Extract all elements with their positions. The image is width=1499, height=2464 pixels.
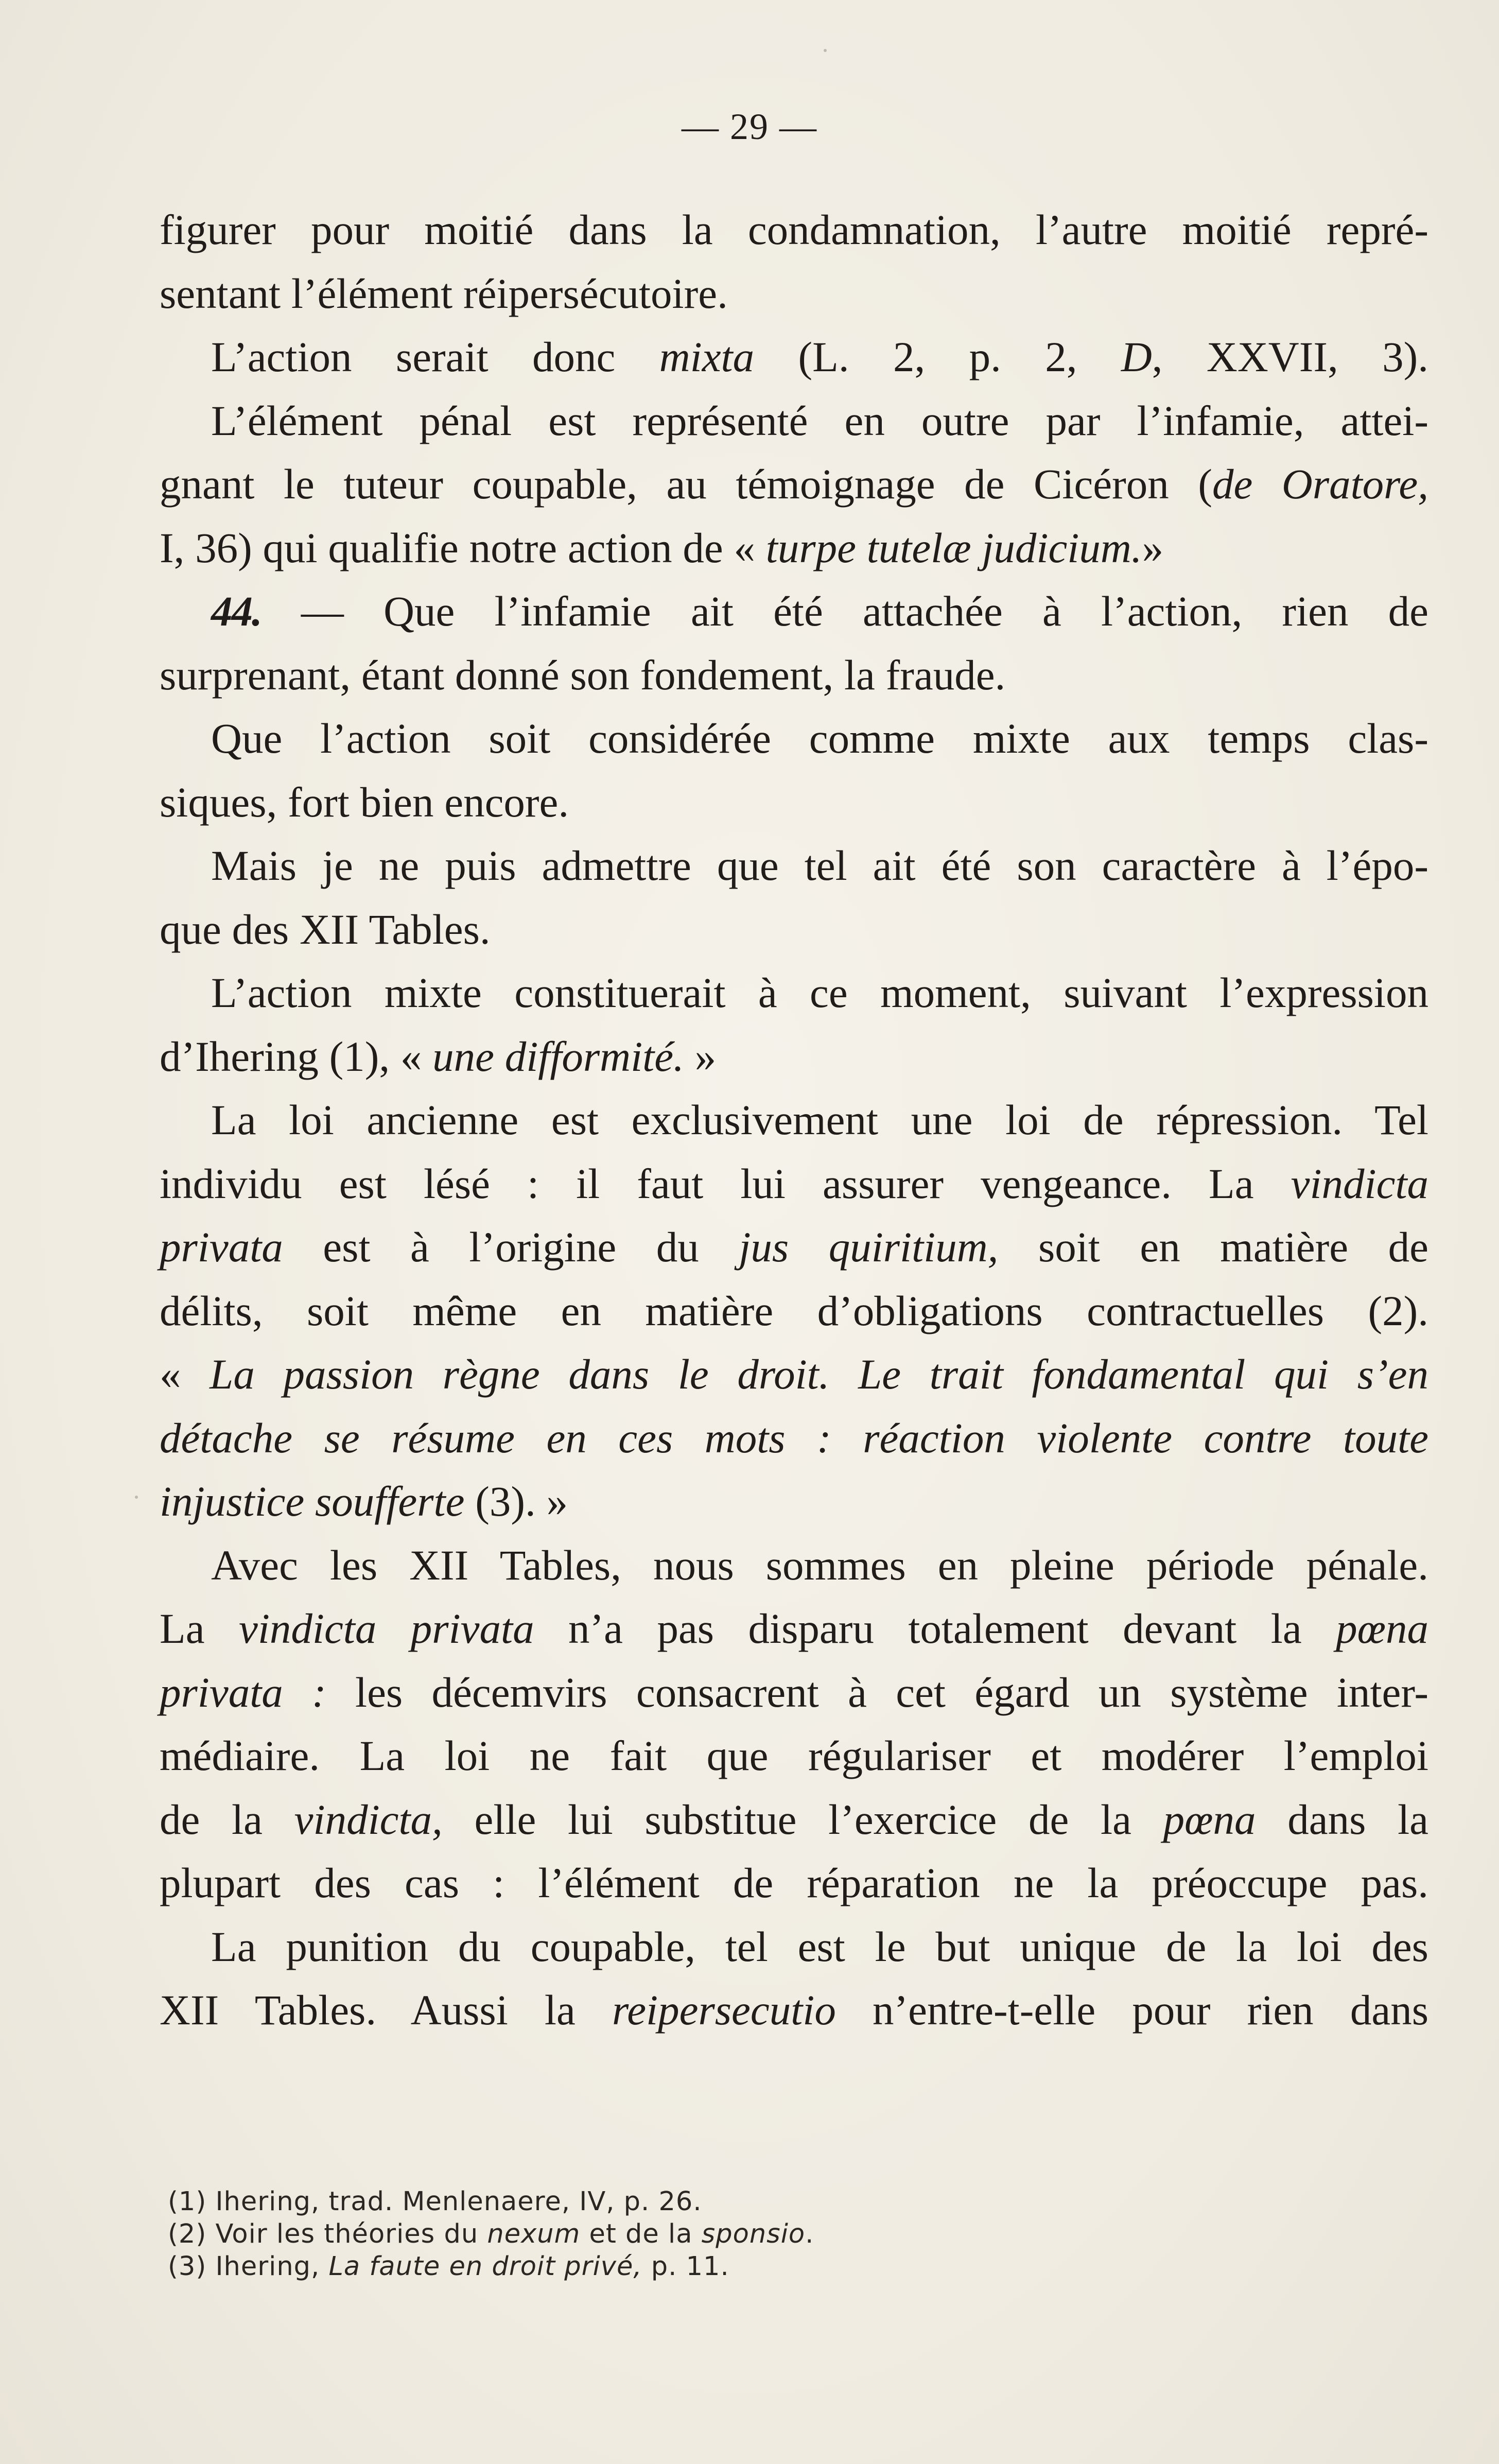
text-line [160, 1661, 1428, 1725]
text-line [160, 1979, 1428, 2042]
text-run: p. 11. [642, 2251, 729, 2282]
footnote [168, 2218, 1352, 2250]
text-line [160, 1851, 1428, 1915]
text-run: de la [160, 1795, 294, 1843]
text-run: , XXVII, 3). [1152, 333, 1428, 380]
text-line [160, 1407, 1428, 1470]
text-line [160, 1279, 1428, 1343]
text-run: La punition du coupable, tel est le but unique de la loi des [211, 1922, 1428, 1970]
text-line [160, 1343, 1428, 1407]
footnotes [168, 2185, 1352, 2283]
text-line [160, 198, 1428, 262]
text-run: Mais je ne puis admettre que tel ait été son caractère à l’épo- [211, 842, 1428, 889]
text-line [160, 1025, 1428, 1089]
text-line [160, 1088, 1428, 1152]
text-run: . [805, 2219, 814, 2249]
text-line [160, 262, 1428, 326]
italic-text: nexum [487, 2219, 581, 2249]
footnote [168, 2185, 1352, 2218]
text-run: (3). » [464, 1478, 568, 1525]
text-run: et de la [580, 2219, 702, 2249]
text-line [160, 707, 1428, 771]
text-line [160, 834, 1428, 898]
text-run: plupart des cas : l’élément de réparation ne la préoccupe pas. [160, 1859, 1428, 1906]
text-run: (2) Voir les théories du [168, 2219, 487, 2249]
italic-text: turpe tutelæ judicium. [765, 524, 1142, 571]
italic-text: de Oratore, [1212, 460, 1428, 508]
text-line [160, 961, 1428, 1025]
italic-text: D [1121, 333, 1152, 380]
italic-text: vindicta, [294, 1795, 443, 1843]
italic-text: reipersecutio [612, 1986, 836, 2034]
text-run: La loi ancienne est exclusivement une loi de répression. Tel [211, 1096, 1428, 1143]
italic-text: vindicta privata [239, 1605, 534, 1652]
italic-text: détache se résume en ces mots : réaction violente contre toute [160, 1414, 1428, 1462]
page-number: — 29 — [682, 106, 817, 147]
text-run: soit en matière de [998, 1223, 1429, 1271]
italic-text: La passion règne dans le droit. Le trait fondamental qui s’en [210, 1350, 1429, 1398]
text-line [160, 1788, 1428, 1852]
text-line [160, 389, 1428, 453]
text-run: L’élément pénal est représenté en outre par l’infamie, attei- [211, 396, 1428, 444]
text-run: L’action mixte constituerait à ce moment, suivant l’expression [211, 969, 1428, 1016]
text-line [160, 453, 1428, 516]
text-line [160, 644, 1428, 707]
text-run: La [160, 1605, 239, 1652]
text-run: n’a pas disparu totalement devant la [534, 1605, 1336, 1652]
italic-text: injustice soufferte [160, 1478, 465, 1525]
italic-text: une difformité. [432, 1032, 684, 1080]
text-run: n’entre-t-elle pour rien dans [835, 1986, 1428, 2034]
italic-text: La faute en droit privé, [328, 2251, 642, 2282]
text-run: (1) Ihering, trad. Menlenaere, IV, p. 26. [168, 2187, 702, 2217]
text-run: I, 36) qui qualifie notre action de « [160, 524, 766, 571]
text-line [160, 1216, 1428, 1279]
italic-text: jus quiritium, [739, 1223, 999, 1271]
body-text [160, 198, 1428, 2042]
text-run: délits, soit même en matière d’obligations contractuelles (2). [160, 1287, 1428, 1334]
italic-text: privata : [160, 1668, 326, 1716]
paper-speck [824, 49, 827, 52]
text-run: elle lui substitue l’exercice de la [442, 1795, 1163, 1843]
text-run: gnant le tuteur coupable, au témoignage de Cicéron ( [160, 460, 1212, 508]
italic-text: pœna [1163, 1795, 1256, 1843]
text-run: sentant l’élément réipersécutoire. [160, 269, 728, 317]
text-run: » [1142, 524, 1164, 571]
text-run: médiaire. La loi ne fait que régulariser et modérer l’emploi [160, 1732, 1428, 1779]
text-run: (L. 2, p. 2, [754, 333, 1121, 380]
text-line [160, 1724, 1428, 1788]
text-run: Que l’action soit considérée comme mixte aux temps clas- [211, 715, 1428, 762]
italic-text: mixta [659, 333, 755, 380]
italic-text: pœna [1336, 1605, 1429, 1652]
text-run: figurer pour moitié dans la condamnation, l’autre moitié repré- [160, 206, 1428, 253]
text-line [160, 771, 1428, 835]
paragraph-number: 44. [211, 587, 262, 635]
text-line [160, 325, 1428, 389]
text-run: (3) Ihering, [168, 2251, 329, 2282]
text-line [160, 1534, 1428, 1598]
text-line [160, 1915, 1428, 1979]
text-run: Avec les XII Tables, nous sommes en pleine période pénale. [211, 1541, 1428, 1589]
text-run: est à l’origine du [283, 1223, 739, 1271]
text-run: siques, fort bien encore. [160, 778, 569, 826]
text-line [160, 898, 1428, 962]
text-line [160, 516, 1428, 580]
text-run: » [684, 1032, 717, 1080]
text-run: — Que l’infamie ait été attachée à l’action, rien de [261, 587, 1428, 635]
text-run: les décemvirs consacrent à cet égard un système inter- [326, 1668, 1428, 1716]
text-run: L’action serait donc [211, 333, 659, 380]
italic-text: privata [160, 1223, 283, 1271]
italic-text: sponsio [701, 2219, 806, 2249]
text-line [160, 1470, 1428, 1534]
text-run: individu est lésé : il faut lui assurer vengeance. La [160, 1159, 1291, 1207]
footnote [168, 2250, 1352, 2283]
text-run: dans la [1256, 1795, 1428, 1843]
text-run: d’Ihering (1), « [160, 1032, 433, 1080]
text-run: que des XII Tables. [160, 905, 491, 953]
text-line [160, 580, 1428, 644]
text-line [160, 1597, 1428, 1661]
text-run: surprenant, étant donné son fondement, la fraude. [160, 651, 1006, 699]
italic-text: vindicta [1291, 1159, 1428, 1207]
text-run: XII Tables. Aussi la [160, 1986, 612, 2034]
text-run: « [160, 1350, 210, 1398]
paper-speck [135, 1496, 138, 1499]
text-line [160, 1152, 1428, 1216]
